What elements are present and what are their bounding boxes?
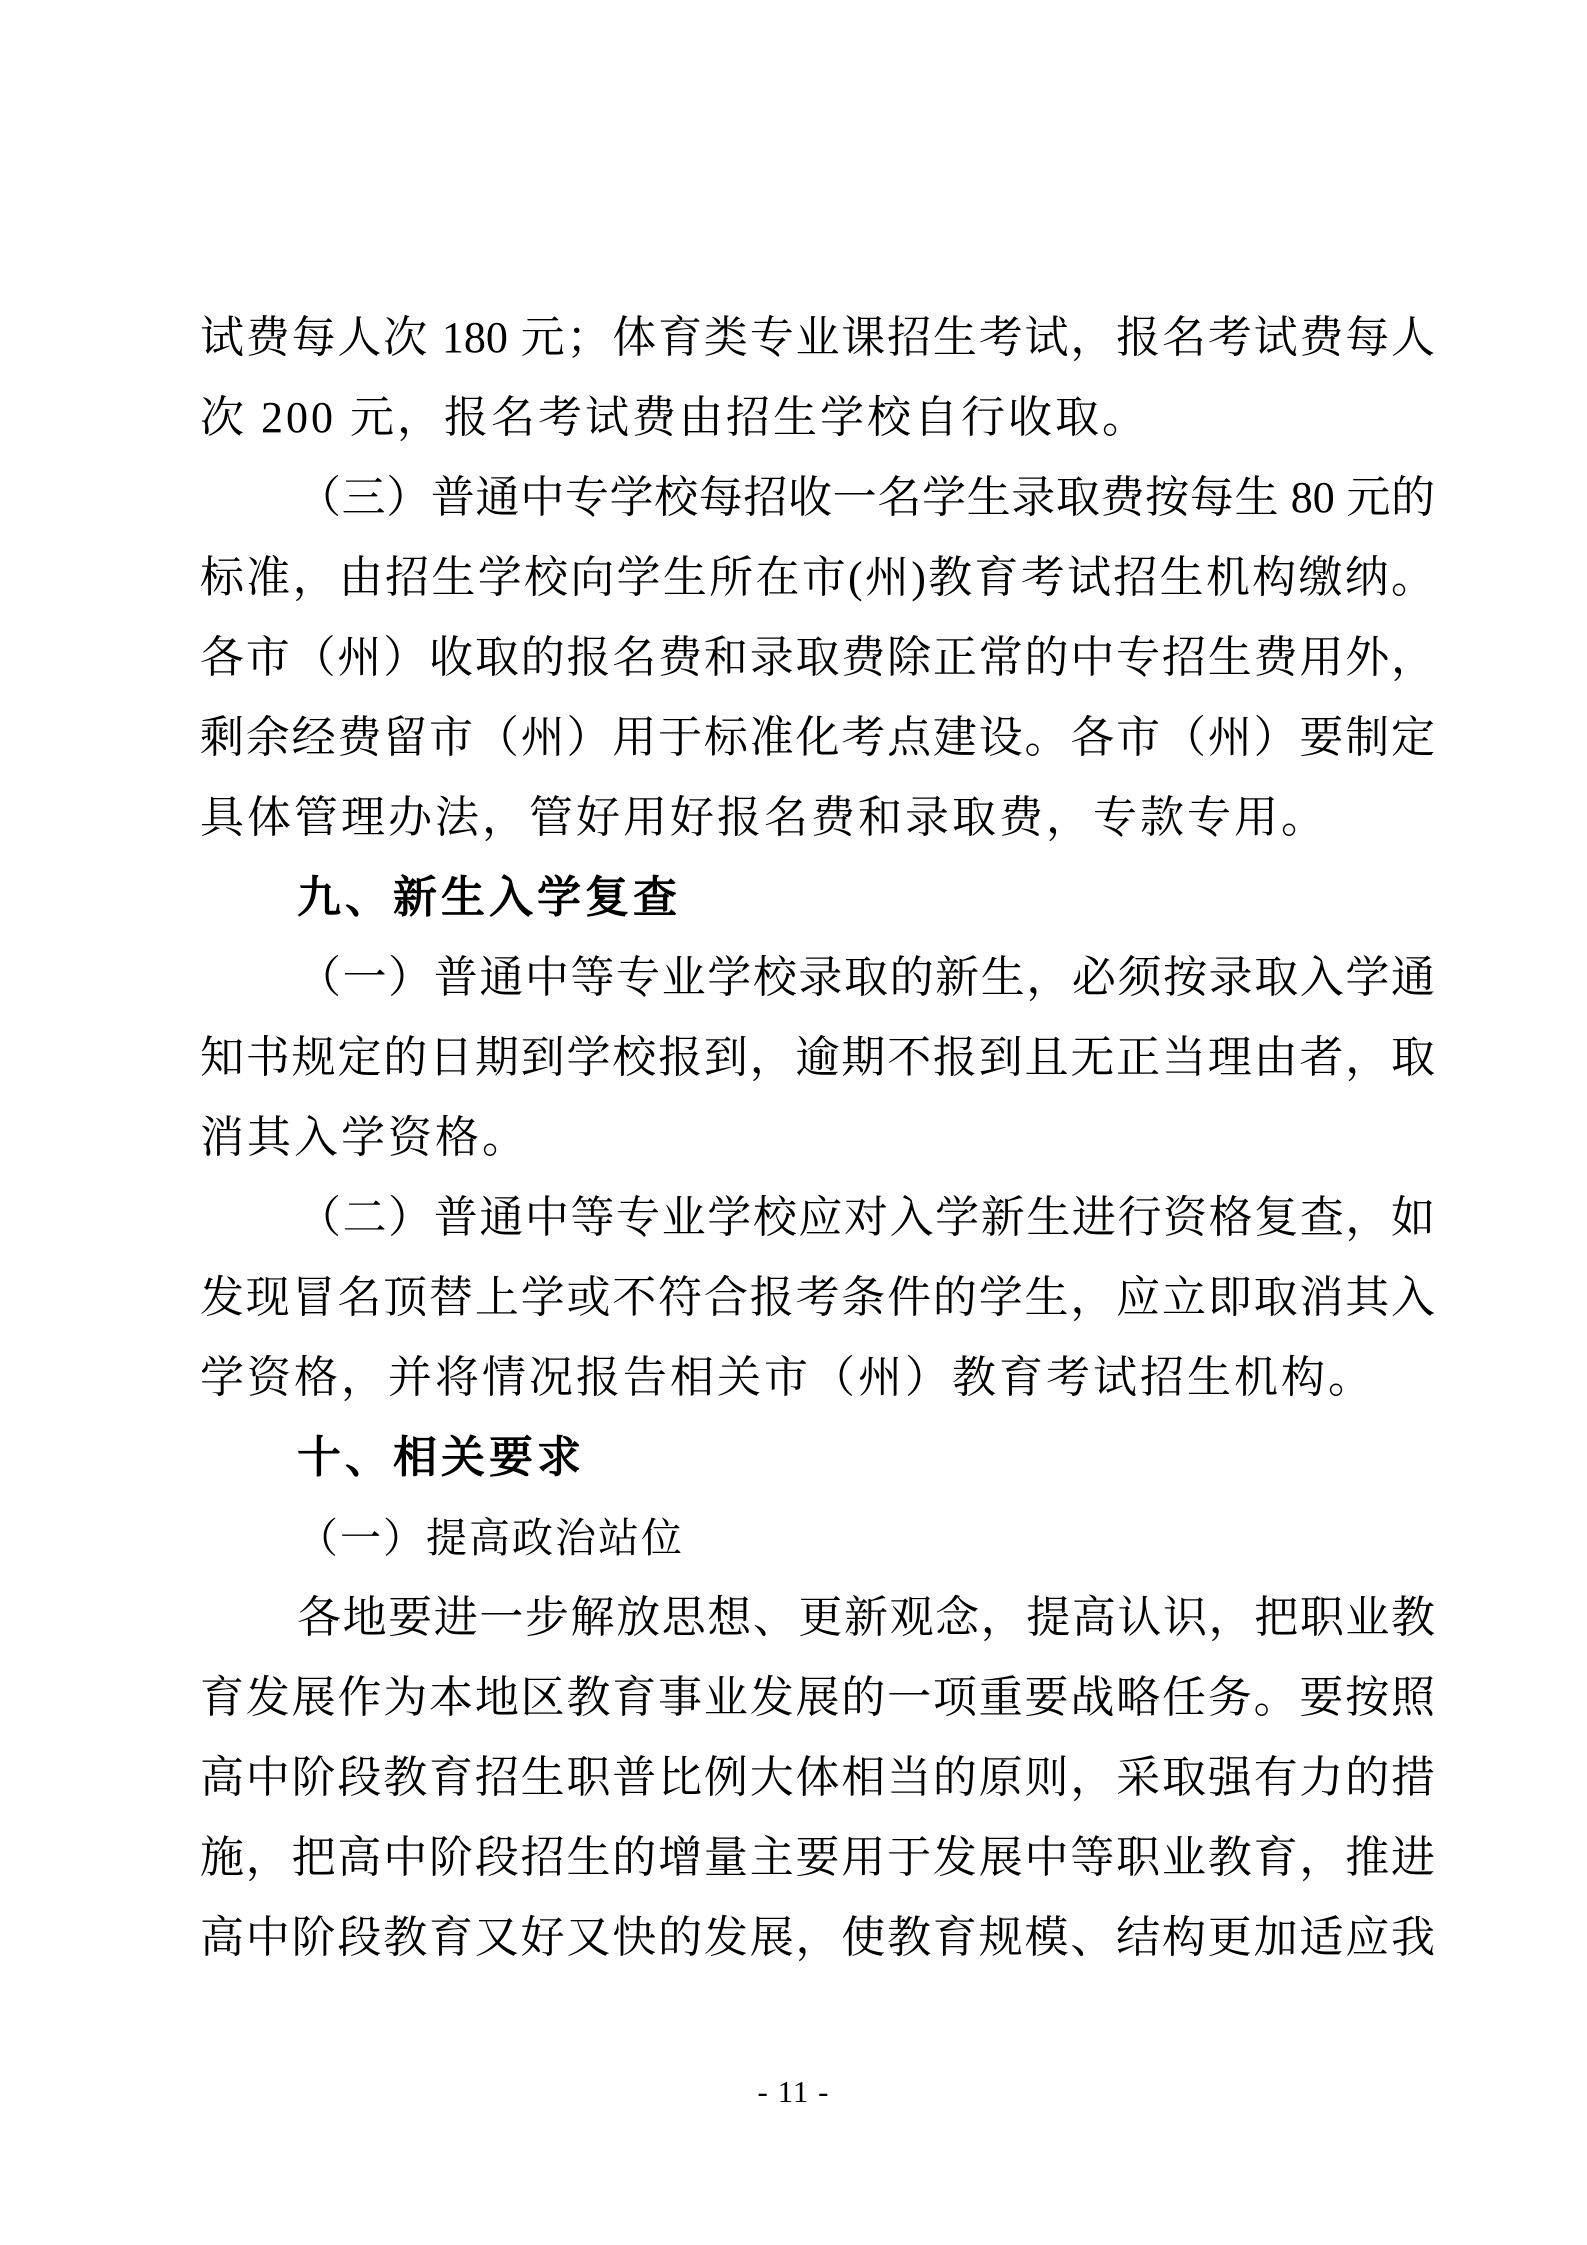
text-line: 消其入学资格。 (200, 1113, 529, 1162)
text-line: 各地要进一步解放思想、更新观念，提高认识，把职业教 (297, 1593, 1435, 1642)
text-line: 各市（州）收取的报名费和录取费除正常的中专招生费用外， (200, 633, 1435, 682)
document-body (200, 298, 1435, 1978)
text-line: 发现冒名顶替上学或不符合报考条件的学生，应立即取消其入 (200, 1273, 1435, 1322)
section-heading: 十、相关要求 (297, 1433, 585, 1482)
text-line: 施，把高中阶段招生的增量主要用于发展中等职业教育，推进 (200, 1833, 1435, 1882)
text-line: （三）普通中专学校每招收一名学生录取费按每生 80 元的 (297, 473, 1435, 522)
text-line: 次 200 元，报名考试费由招生学校自行收取。 (200, 393, 1149, 442)
section-heading: 九、新生入学复查 (297, 873, 681, 922)
text-line: 育发展作为本地区教育事业发展的一项重要战略任务。要按照 (200, 1673, 1435, 1722)
text-line: 试费每人次 180 元；体育类专业课招生考试，报名考试费每人 (200, 313, 1435, 362)
text-line: 学资格，并将情况报告相关市（州）教育考试招生机构。 (200, 1353, 1375, 1402)
text-line: （二）普通中等专业学校应对入学新生进行资格复查，如 (297, 1193, 1435, 1242)
page-number: - 11 - (757, 2074, 830, 2109)
text-line: 高中阶段教育招生职普比例大体相当的原则，采取强有力的措 (200, 1753, 1435, 1802)
subsection-heading: （一）提高政治站位 (297, 1515, 684, 1561)
text-line: 标准，由招生学校向学生所在市(州)教育考试招生机构缴纳。 (200, 553, 1435, 602)
text-line: 知书规定的日期到学校报到，逾期不报到且无正当理由者，取 (200, 1033, 1435, 1082)
text-line: 高中阶段教育又好又快的发展，使教育规模、结构更加适应我 (200, 1913, 1435, 1962)
text-line: 剩余经费留市（州）用于标准化考点建设。各市（州）要制定 (200, 713, 1435, 762)
text-line: （一）普通中等专业学校录取的新生，必须按录取入学通 (297, 953, 1435, 1002)
text-line: 具体管理办法，管好用好报名费和录取费，专款专用。 (200, 793, 1328, 842)
